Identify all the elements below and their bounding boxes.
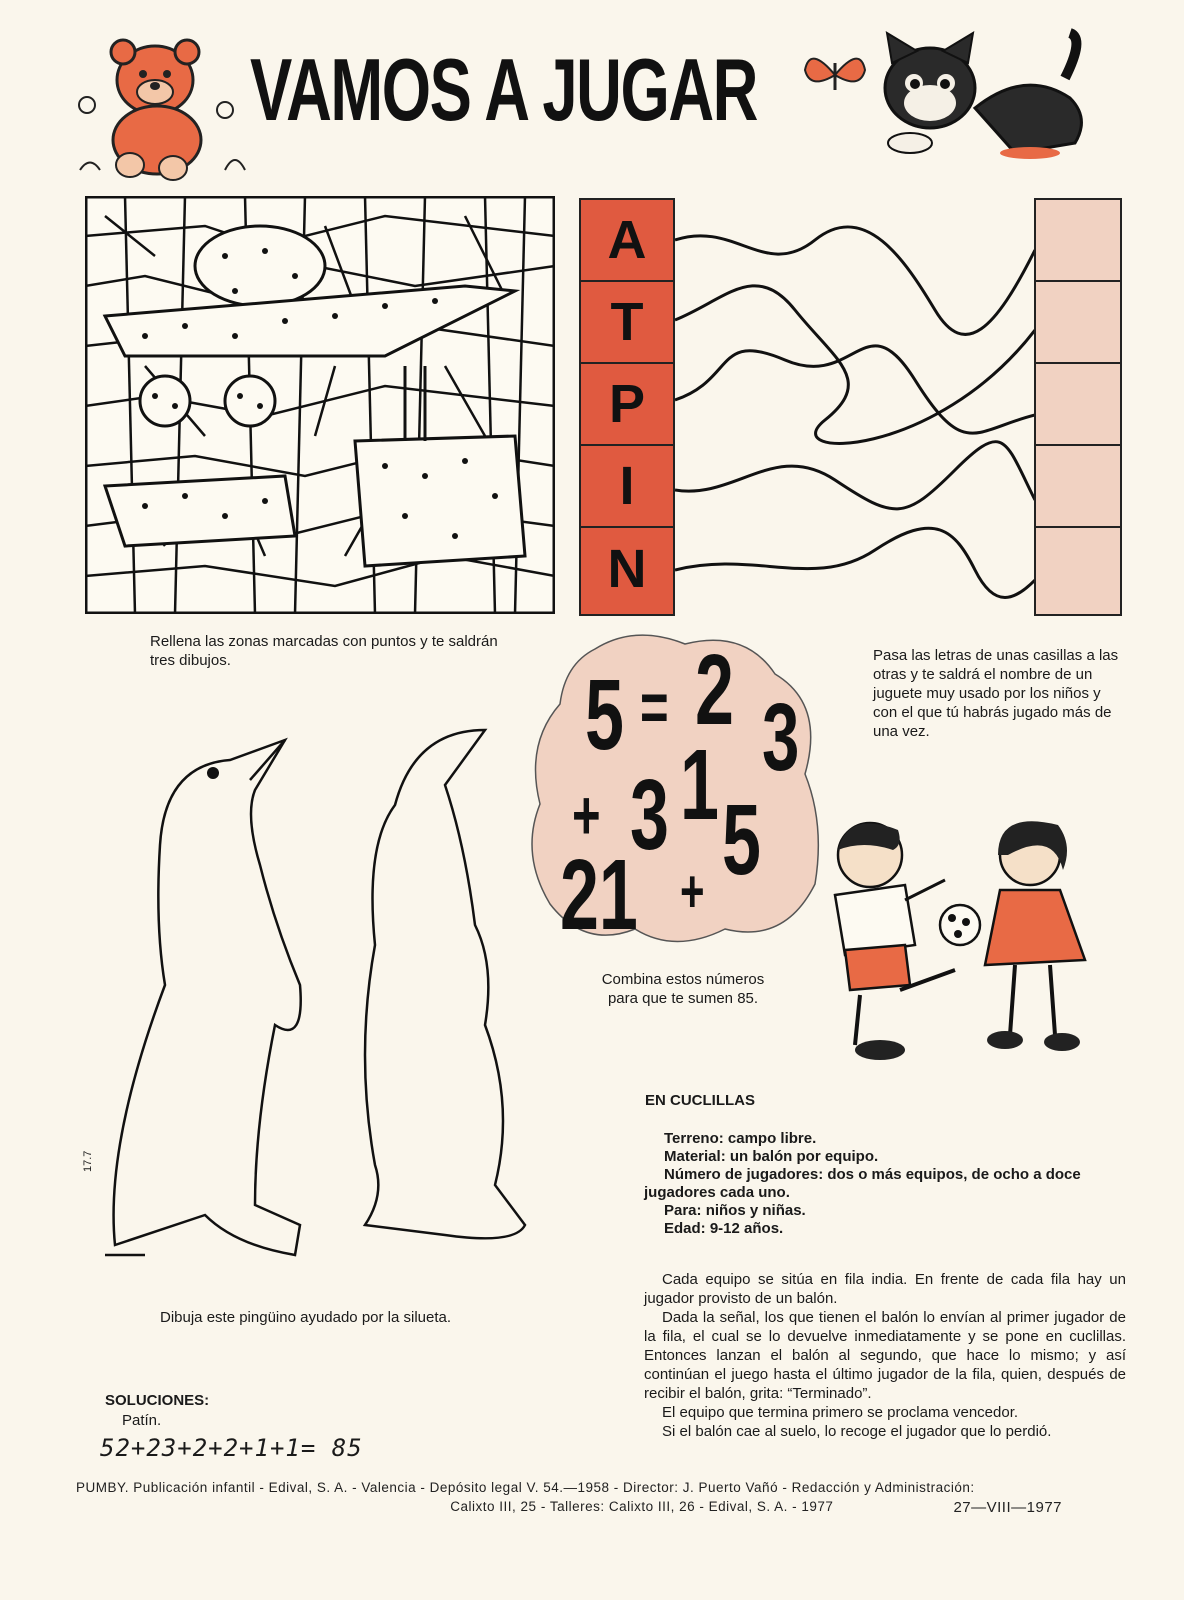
numbers-caption: Combina estos números para que te sumen 85. — [601, 971, 765, 1007]
number-item: = — [640, 668, 669, 746]
letter-cell: I — [581, 446, 673, 528]
solutions-title: SOLUCIONES: — [105, 1392, 210, 1409]
teddy-bear-illustration — [75, 30, 250, 185]
paragraph: El equipo que termina primero se proclama vencedor. — [662, 1404, 1019, 1421]
answer-cell — [1036, 200, 1120, 282]
game-title: EN CUCLILLAS — [645, 1092, 755, 1109]
letter-cell: A — [581, 200, 673, 282]
kitten-illustration — [870, 28, 1100, 168]
penguin-outline-drawing — [85, 725, 545, 1265]
number-item: 21 — [560, 839, 638, 951]
letter-cell: N — [607, 539, 647, 599]
letters-column — [579, 198, 675, 616]
number-item: 5 — [585, 659, 624, 771]
rule-line: Número de jugadores: dos o más equipos, de ocho a doce jugadores cada uno. — [644, 1166, 1081, 1201]
number-item: + — [572, 776, 601, 854]
solution-equation: 52+23+2+2+1+1= 85 — [100, 1434, 363, 1462]
footer-line: Calixto III, 25 - Talleres: Calixto III, 26 - Edival, S. A. - 1977 — [450, 1499, 834, 1514]
solution-word: Patín. — [122, 1412, 162, 1429]
footer-line: PUMBY. Publicación infantil - Edival, S. A. - Valencia - Depósito legal V. 54.—1958 - Director: J. Puerto Vañó - Redacción y Administración: — [76, 1480, 975, 1495]
rule-line: Edad: 9-12 años. — [664, 1220, 784, 1237]
letter-cell: T — [581, 282, 673, 364]
number-item: 5 — [722, 784, 761, 896]
page-title: VAMOS A JUGAR — [250, 40, 757, 139]
rule-line: Para: niños y niñas. — [664, 1202, 806, 1219]
number-item: 2 — [695, 634, 734, 746]
butterfly-icon — [800, 45, 870, 105]
rule-line: Terreno: campo libre. — [664, 1130, 817, 1147]
footer — [76, 1480, 1132, 1516]
penguin-caption: Dibuja este pingüino ayudado por la silueta. — [160, 1309, 452, 1326]
number-item: 3 — [630, 759, 669, 871]
mosaic-caption: Rellena las zonas marcadas con puntos y te saldrán tres dibujos. — [150, 633, 498, 669]
number-item: 1 — [680, 729, 719, 841]
answer-cell — [1036, 364, 1120, 446]
answer-cell — [1036, 528, 1120, 610]
game-instructions — [644, 1270, 1126, 1441]
answer-cell — [1036, 446, 1120, 528]
answer-column — [1034, 198, 1122, 616]
paragraph: Dada la señal, los que tienen el balón lo envían al primer jugador de la fila, el cual se lo devuelve inmediatamente y se pone en cuclillas. Entonces lanzan el balón al segundo, que hace lo mismo; y así continúan el juego hasta el último jugador de la fila, quien, después de recibir el balón, grita: “Terminado”. — [644, 1309, 1126, 1402]
maze-caption: Pasa las letras de unas casillas a las otras y te saldrá el nombre de un juguete muy usado por los niños y con el que tú habrás jugado más de una vez. — [873, 647, 1119, 740]
rule-line: Material: un balón por equipo. — [664, 1148, 879, 1165]
number-item: 3 — [762, 684, 800, 791]
paragraph: Cada equipo se sitúa en fila india. En frente de cada fila hay un jugador provisto de un balón. — [644, 1271, 1126, 1307]
artist-signature: 17.7 — [82, 1150, 94, 1172]
mosaic-puzzle — [85, 196, 555, 614]
children-playing-illustration — [800, 800, 1100, 1070]
game-rules — [644, 1130, 1124, 1238]
letter-cell: P — [581, 364, 673, 446]
paragraph: Si el balón cae al suelo, lo recoge el jugador que lo perdió. — [662, 1423, 1052, 1440]
footer-date: 27—VIII—1977 — [953, 1499, 1062, 1516]
maze-lines — [675, 200, 1035, 614]
answer-cell — [1036, 282, 1120, 364]
number-item: + — [680, 858, 705, 925]
